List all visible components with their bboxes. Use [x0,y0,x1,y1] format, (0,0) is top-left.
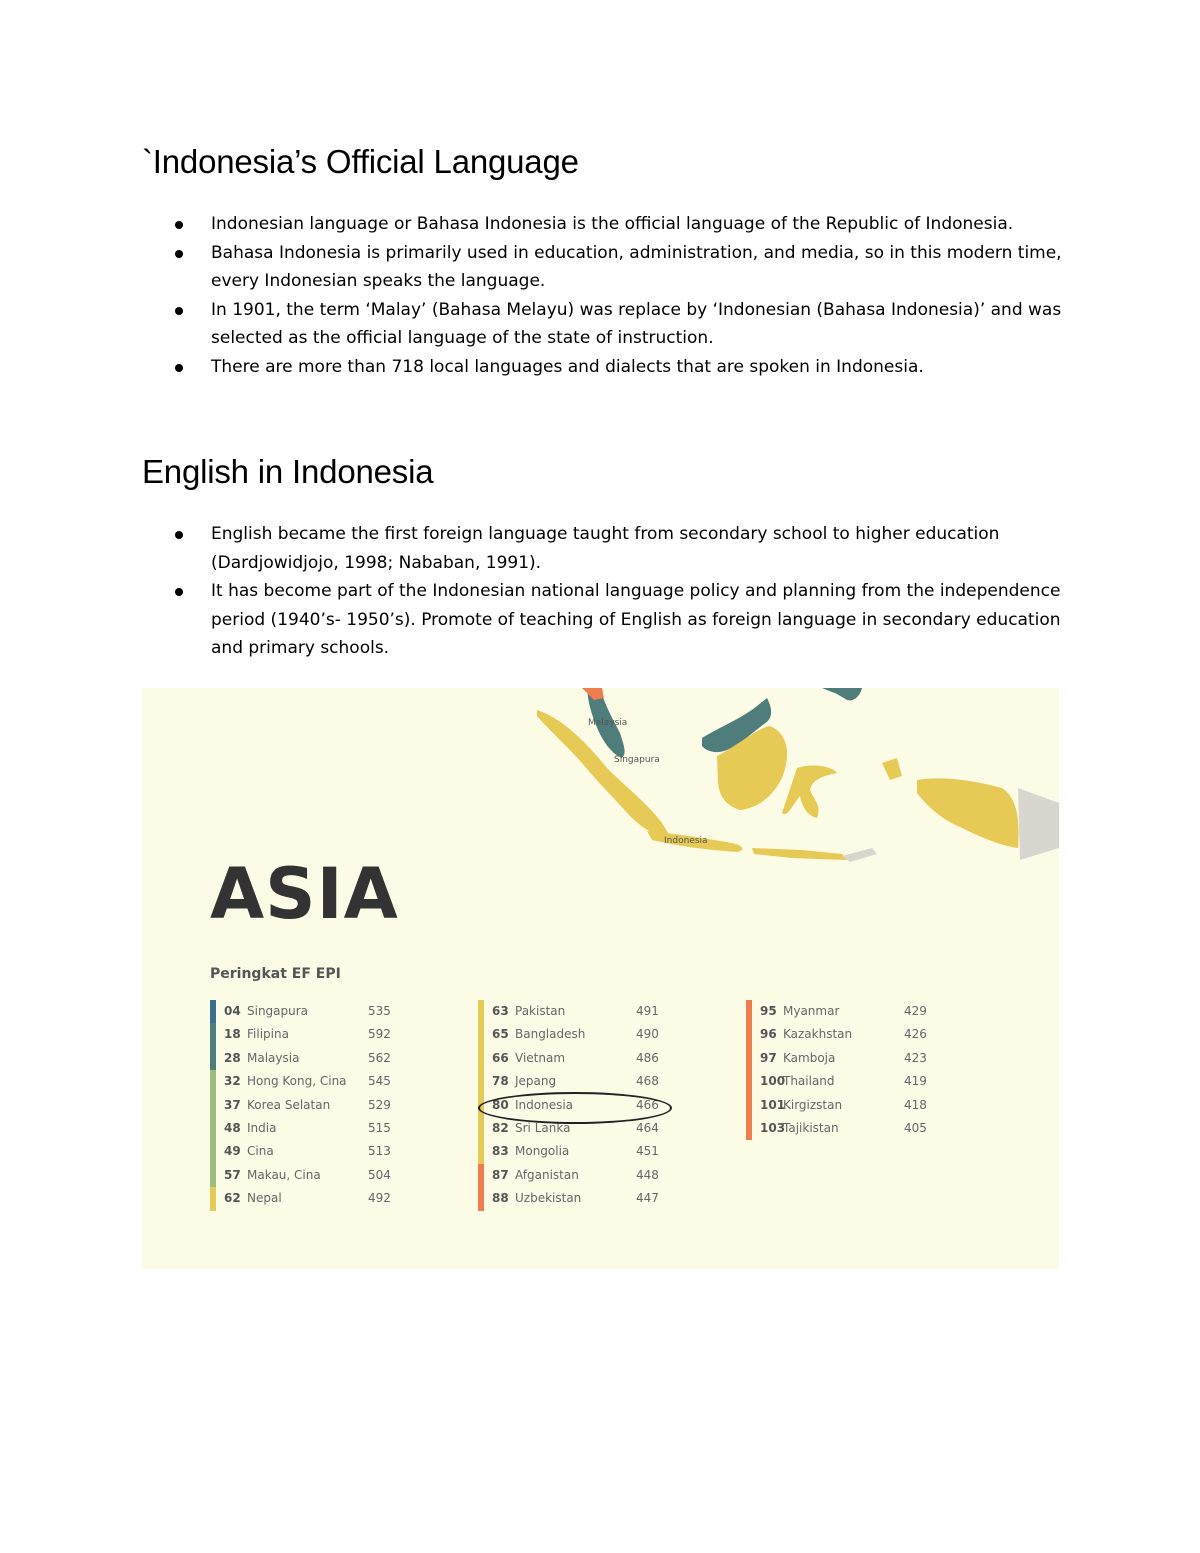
country-name: Korea Selatan [247,1097,331,1112]
country-name: Vietnam [515,1050,566,1065]
rank-number: 80 [492,1097,509,1112]
map-nusa-tenggara [752,848,847,860]
bullet-icon [175,588,183,596]
ranking-row [210,1047,430,1070]
bullet-text: Bahasa Indonesia is primarily used in education, administration, and media, so in this modern time, every Indonesian speaks the language. [211,242,1062,291]
level-color-bar [746,1117,752,1140]
map-brunei-top [822,688,862,700]
indonesia-highlight-circle [478,1092,672,1124]
ranking-row [746,1047,966,1070]
country-name: Sri Lanka [515,1120,571,1135]
official-language-bullet-list [142,210,1062,381]
country-name: Bangladesh [515,1027,586,1042]
ranking-row [746,1070,966,1093]
level-color-bar [210,1140,216,1163]
map-label-malaysia: Malaysia [588,718,628,728]
bullet-text: Indonesian language or Bahasa Indonesia is the official language of the Republic of Indonesia. [211,214,1014,234]
ranking-subtitle: Peringkat EF EPI [210,966,341,982]
bullet-text: There are more than 718 local languages and dialects that are spoken in Indonesia. [211,356,924,377]
ranking-row [478,1023,698,1046]
country-score: 426 [904,1027,927,1042]
rank-number: 97 [760,1050,777,1065]
rank-number: 88 [492,1191,509,1206]
rank-number: 57 [224,1167,241,1182]
rank-number: 18 [224,1027,241,1042]
rank-number: 04 [224,1004,241,1018]
level-color-bar [746,1000,752,1023]
rank-number: 32 [224,1074,241,1089]
level-color-bar [478,1140,484,1163]
ranking-row [746,1094,966,1117]
country-score: 423 [904,1050,927,1065]
ranking-row [478,1187,698,1210]
country-name: Indonesia [515,1097,574,1112]
map-thailand-tip [582,688,604,700]
rank-number: 78 [492,1074,509,1089]
ranking-column-3 [746,1000,966,1140]
ranking-row [746,1117,966,1140]
rank-number: 96 [760,1027,777,1042]
ranking-row [210,1140,430,1163]
bullet-text: English became the first foreign language taught from secondary school to higher education (Dardjowidjojo, 1998; Nababan, 1991). [211,524,1000,573]
ranking-row [478,1140,698,1163]
country-name: India [247,1120,277,1135]
bullet-text: It has become part of the Indonesian national language policy and planning from the independence period (1940’s- 1950’s). Promote of teaching of English as foreign language in secondary education and primary schools. [211,581,1061,658]
rank-number: 95 [760,1004,777,1018]
level-color-bar [478,1023,484,1046]
country-name: Tajikistan [783,1120,839,1135]
country-name: Kazakhstan [783,1027,853,1042]
country-score: 529 [368,1097,391,1112]
list-item [142,353,1062,382]
level-color-bar [210,1094,216,1117]
country-score: 562 [368,1050,391,1065]
region-heading: ASIA [210,853,399,935]
rank-number: 63 [492,1004,509,1018]
country-score: 466 [636,1097,659,1112]
rank-number: 101 [760,1097,786,1112]
country-name: Afganistan [515,1167,579,1182]
level-color-bar [746,1047,752,1070]
rank-number: 66 [492,1050,509,1065]
country-score: 447 [636,1191,659,1206]
country-name: Mongolia [515,1144,570,1159]
map-papua [917,778,1019,848]
country-name: Pakistan [515,1004,566,1018]
country-name: Filipina [247,1027,289,1042]
list-item [142,577,1062,663]
bullet-icon [175,307,183,315]
country-name: Jepang [515,1074,557,1089]
country-name: Makau, Cina [247,1167,321,1182]
country-name: Kirgizstan [783,1097,843,1112]
country-score: 490 [636,1027,659,1042]
ranking-column-1 [210,1000,430,1211]
ranking-row [210,1023,430,1046]
level-color-bar [746,1023,752,1046]
country-name: Thailand [783,1074,835,1089]
country-score: 405 [904,1120,927,1135]
level-color-bar [746,1070,752,1093]
country-score: 513 [368,1144,391,1159]
bullet-icon [175,531,183,539]
map-papua-new-guinea [1018,788,1059,860]
ranking-row [210,1000,430,1023]
ef-epi-asia-infographic [142,688,1059,1269]
map-maluku [882,758,902,780]
rank-number: 65 [492,1027,509,1042]
rank-number: 82 [492,1120,509,1135]
ranking-row [478,1164,698,1187]
level-color-bar [478,1187,484,1210]
ranking-row [210,1094,430,1117]
bullet-text: In 1901, the term ‘Malay’ (Bahasa Melayu) was replace by ‘Indonesian (Bahasa Indonesia)’ and was selected as the official language of the state of instruction. [211,299,1062,348]
level-color-bar [746,1094,752,1117]
level-color-bar [210,1070,216,1093]
ranking-row [210,1070,430,1093]
country-score: 464 [636,1120,659,1135]
level-color-bar [478,1070,484,1093]
bullet-icon [175,364,183,372]
ranking-row [746,1023,966,1046]
country-name: Hong Kong, Cina [247,1074,347,1089]
rank-number: 103 [760,1120,786,1135]
country-name: Kamboja [783,1050,836,1065]
country-score: 545 [368,1074,391,1089]
ranking-row [478,1000,698,1023]
country-score: 592 [368,1027,391,1042]
rank-number: 37 [224,1097,241,1112]
level-color-bar [210,1187,216,1210]
ranking-row [210,1187,430,1210]
map-label-indonesia: Indonesia [664,836,708,846]
list-item [142,210,1062,239]
level-color-bar [478,1164,484,1187]
country-name: Nepal [247,1191,282,1206]
section-title-official-language: `Indonesia’s Official Language [142,143,579,180]
country-score: 491 [636,1004,659,1018]
ranking-row [210,1117,430,1140]
rank-number: 48 [224,1120,241,1135]
country-name: Cina [247,1144,274,1159]
country-score: 535 [368,1004,391,1018]
country-score: 468 [636,1074,659,1089]
country-score: 429 [904,1004,927,1018]
country-score: 419 [904,1074,927,1089]
rank-number: 87 [492,1167,509,1182]
level-color-bar [210,1023,216,1046]
country-score: 504 [368,1167,391,1182]
country-score: 515 [368,1120,391,1135]
level-color-bar [210,1164,216,1187]
rank-number: 100 [760,1074,786,1089]
country-score: 492 [368,1191,391,1206]
country-score: 448 [636,1167,659,1182]
level-color-bar [210,1117,216,1140]
country-score: 486 [636,1050,659,1065]
english-bullet-list [142,520,1062,663]
ranking-row [746,1000,966,1023]
map-sulawesi [782,766,837,818]
rank-number: 28 [224,1050,241,1065]
list-item [142,520,1062,577]
country-name: Uzbekistan [515,1191,582,1206]
rank-number: 49 [224,1144,241,1159]
country-score: 418 [904,1097,927,1112]
rank-number: 83 [492,1144,509,1159]
list-item [142,296,1062,353]
bullet-icon [175,250,183,258]
level-color-bar [478,1117,484,1140]
level-color-bar [478,1047,484,1070]
ranking-row [210,1164,430,1187]
level-color-bar [210,1000,216,1023]
ranking-row [478,1047,698,1070]
map-timor [842,848,877,862]
rank-number: 62 [224,1191,241,1206]
country-score: 451 [636,1144,659,1159]
country-name: Myanmar [783,1004,840,1018]
country-name: Singapura [247,1004,309,1018]
level-color-bar [210,1047,216,1070]
level-color-bar [478,1000,484,1023]
ranking-row [478,1070,698,1093]
list-item [142,239,1062,296]
country-name: Malaysia [247,1050,300,1065]
section-title-english-in-indonesia: English in Indonesia [142,453,434,490]
bullet-icon [175,221,183,229]
map-label-singapura: Singapura [614,755,660,765]
